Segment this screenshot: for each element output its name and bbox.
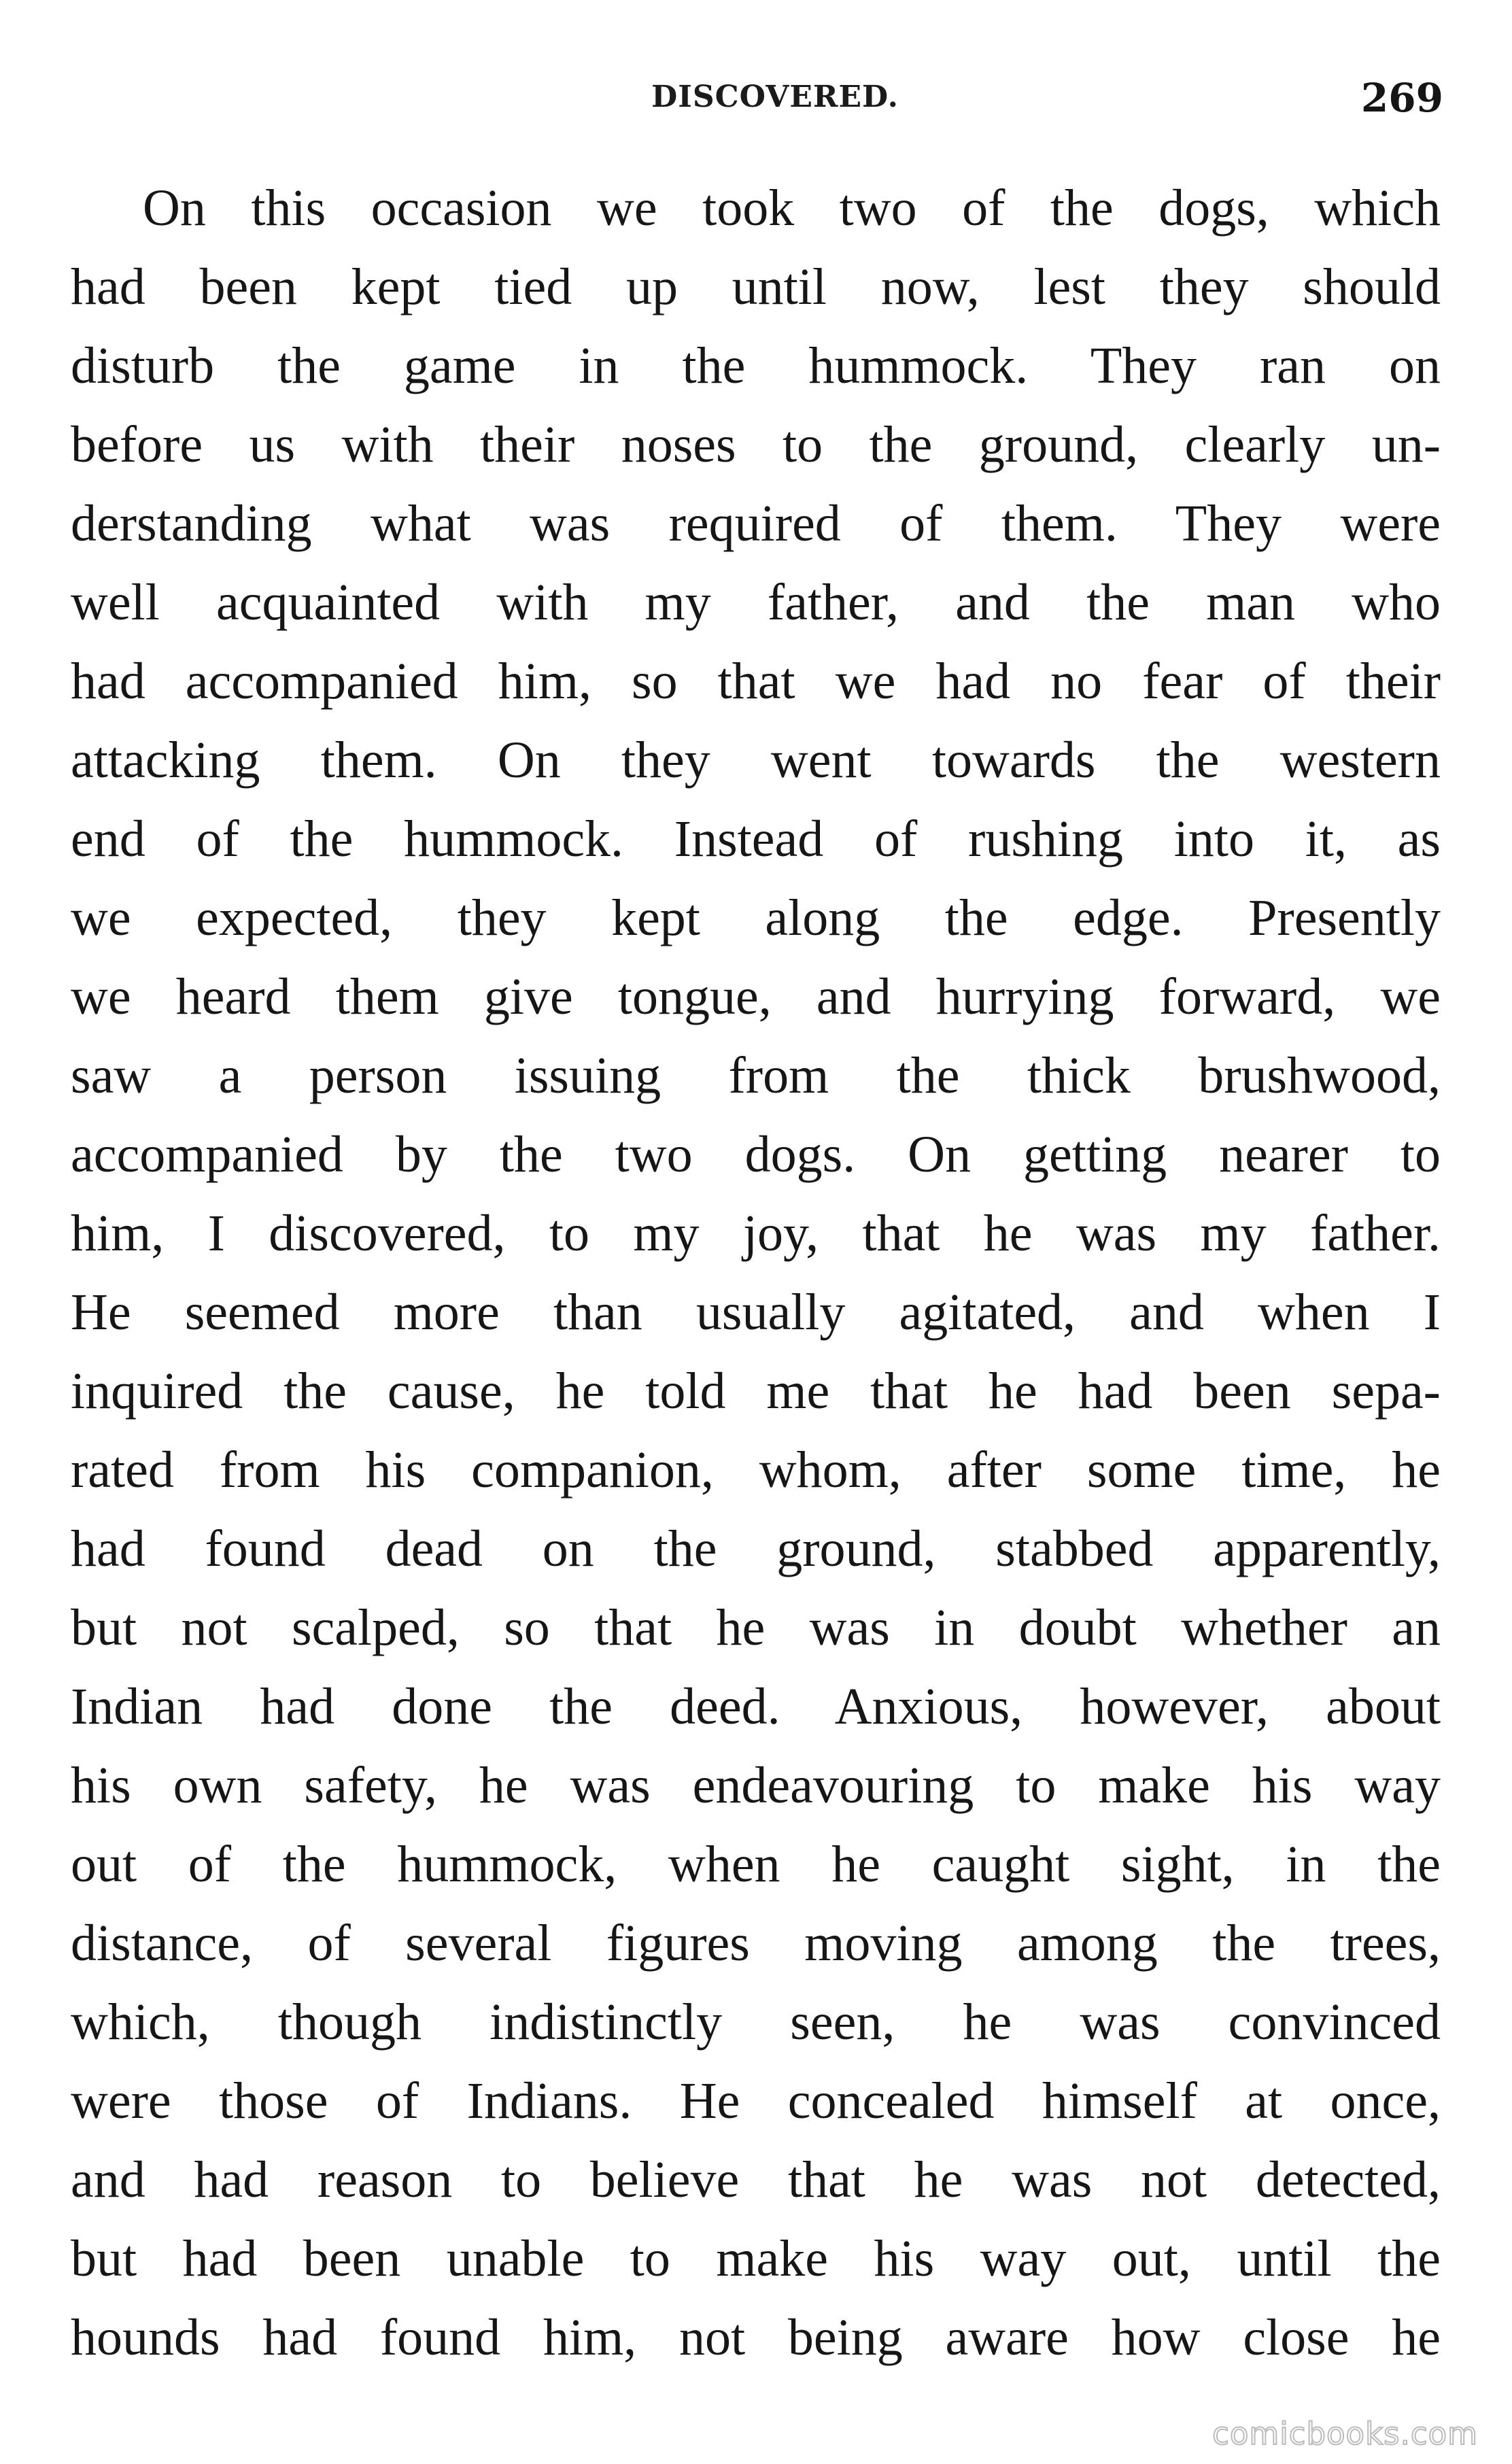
text-line: He seemed more than usually agitated, and when I — [71, 1284, 1441, 1341]
text-line: were those of Indians. He concealed himself at once, — [71, 2072, 1441, 2129]
text-line: attacking them. On they went towards the western — [71, 732, 1441, 789]
page-number: 269 — [1360, 75, 1443, 121]
text-line: but not scalped, so that he was in doubt whether an — [71, 1599, 1441, 1656]
text-line: rated from his companion, whom, after some time, he — [71, 1441, 1441, 1499]
text-line: had been kept tied up until now, lest they should — [71, 258, 1441, 315]
text-line: accompanied by the two dogs. On getting nearer to — [71, 1126, 1441, 1183]
text-line: derstanding what was required of them. They were — [71, 495, 1441, 552]
text-line: his own safety, he was endeavouring to make his way — [71, 1757, 1441, 1814]
text-line: saw a person issuing from the thick brushwood, — [71, 1047, 1441, 1104]
text-line: Indian had done the deed. Anxious, however, about — [71, 1678, 1441, 1735]
text-line: had accompanied him, so that we had no fear of their — [71, 653, 1441, 710]
text-line: disturb the game in the hummock. They ran on — [71, 337, 1441, 394]
text-line: On this occasion we took two of the dogs, which — [143, 179, 1441, 237]
text-line: had found dead on the ground, stabbed apparently, — [71, 1520, 1441, 1577]
text-line: him, I discovered, to my joy, that he was my father. — [71, 1205, 1441, 1262]
text-line: end of the hummock. Instead of rushing into it, as — [71, 810, 1441, 868]
site-watermark: comicbooks.com — [1212, 2416, 1478, 2452]
text-line: inquired the cause, he told me that he had been sepa- — [71, 1363, 1441, 1420]
text-line: we expected, they kept along the edge. Presently — [71, 889, 1441, 946]
text-line: but had been unable to make his way out, until the — [71, 2230, 1441, 2287]
text-line: we heard them give tongue, and hurrying forward, we — [71, 968, 1441, 1025]
text-line: out of the hummock, when he caught sight, in the — [71, 1836, 1441, 1893]
text-line: which, though indistinctly seen, he was convinced — [71, 1994, 1441, 2051]
text-line: before us with their noses to the ground, clearly un- — [71, 416, 1441, 473]
text-line: hounds had found him, not being aware how close he — [71, 2309, 1441, 2366]
text-line: well acquainted with my father, and the man who — [71, 574, 1441, 631]
running-head — [69, 69, 1447, 124]
text-line: distance, of several figures moving among the trees, — [71, 1915, 1441, 1972]
running-title: DISCOVERED. — [651, 79, 899, 114]
text-line: and had reason to believe that he was not detected, — [71, 2151, 1441, 2208]
body-text — [71, 169, 1441, 2377]
